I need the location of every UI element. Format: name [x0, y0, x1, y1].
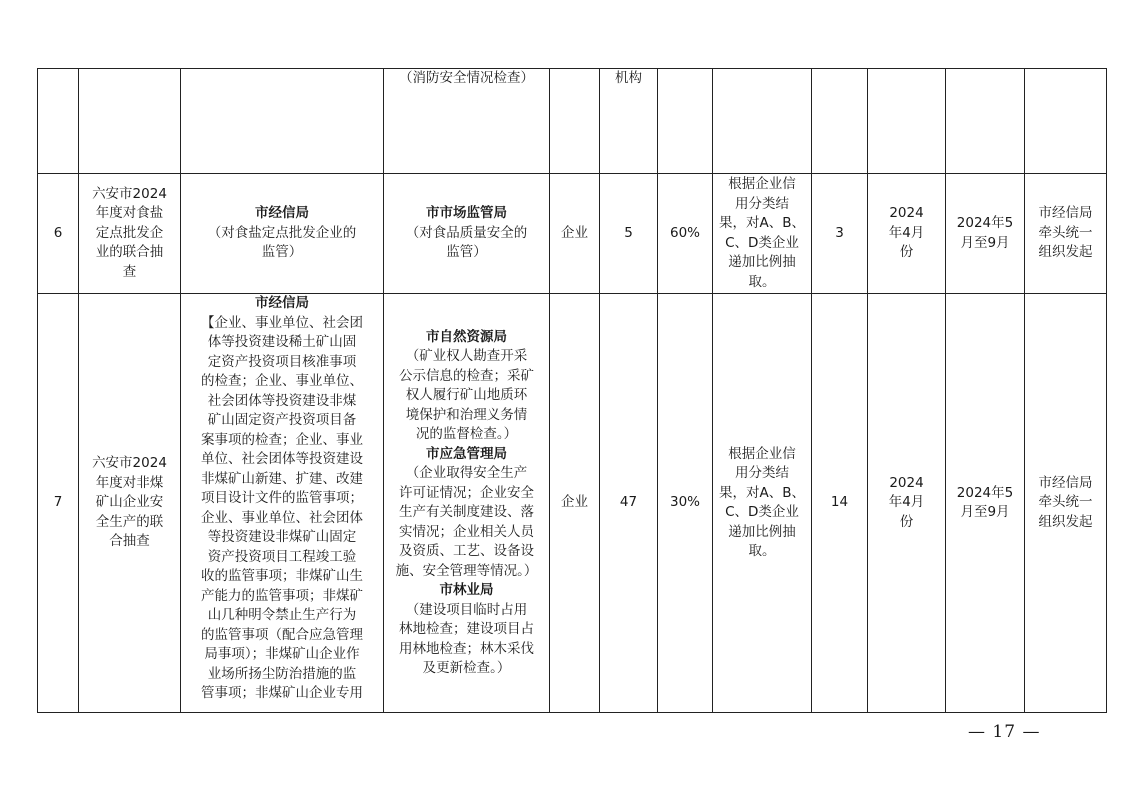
lead-dept-duties: （对食盐定点批发企业的 监管）: [207, 224, 357, 261]
cell-method: [713, 69, 812, 174]
cell-ratio: [658, 174, 713, 294]
cell-batches: [812, 294, 868, 713]
cell-organizer: [1025, 69, 1107, 174]
cell-period: [946, 174, 1025, 294]
coop-dept-name: 市应急管理局: [426, 445, 507, 462]
cell-index: [38, 69, 79, 174]
cell-organizer: [1025, 174, 1107, 294]
organizer: 市经信局 牵头统一 组织发起: [1038, 205, 1093, 261]
coop-dept-duties: （建设项目临时占用 林地检查；建设项目占 用林地检查；林木采伐 及更新检查。）: [399, 601, 534, 676]
start-time: 2024 年4月 份: [888, 205, 925, 261]
organizer: 市经信局 牵头统一 组织发起: [1038, 474, 1093, 530]
coop-dept-duties: （对食品质量安全的 监管）: [405, 224, 528, 261]
row-index: 7: [53, 494, 63, 511]
page-number: — 17 —: [968, 722, 1041, 742]
table-row-7: [38, 294, 1107, 713]
cell-lead-dept: [181, 294, 384, 713]
cell-object-count: [600, 294, 658, 713]
cell-ratio: [658, 294, 713, 713]
task-name: 六安市2024 年度对食盐 定点批发企 业的联合抽 查: [92, 185, 167, 280]
row-index: 6: [53, 224, 63, 241]
cell-object-type: [550, 174, 600, 294]
coop-body: （消防安全情况检查）: [399, 70, 534, 86]
coop-dept-name: 市自然资源局: [426, 328, 507, 345]
cell-task-name: [79, 294, 181, 713]
lead-dept-name: 市经信局: [255, 295, 309, 311]
coop-dept-duties: （企业取得安全生产 许可证情况；企业安全 生产有关制度建设、落 实情况；企业相关人员 及资质、工艺、设备设 施、安全管理等情况。）: [395, 465, 538, 579]
cell-method: [713, 294, 812, 713]
cell-batches: [812, 69, 868, 174]
inspection-plan-table: [37, 68, 1107, 713]
lead-dept-name: 市经信局: [255, 205, 309, 222]
sample-ratio: 30%: [669, 494, 700, 511]
batch-count: 14: [830, 494, 849, 511]
cell-lead-dept: [181, 69, 384, 174]
cell-start-time: [868, 69, 946, 174]
cell-period: [946, 294, 1025, 713]
table-row-continued: [38, 69, 1107, 174]
coop-dept-name: 市林业局: [439, 582, 494, 598]
cell-task-name: [79, 69, 181, 174]
cell-start-time: [868, 294, 946, 713]
cell-period: [946, 69, 1025, 174]
cell-organizer: [1025, 294, 1107, 713]
cell-coop-dept: [384, 174, 550, 294]
object-type: 企业: [561, 494, 588, 511]
lead-dept-duties: 【企业、事业单位、社会团 体等投资建设稀土矿山固 定资产投资项目核准事项 的检查；企业、事业单位、 社会团体等投资建设非煤 矿山固定资产投资项目备 案事项的检查；企业、事业 单位、社会团体等投资建设 非煤矿山新建、扩建、改建 项目设计文件的监管事项； 企业、事业单位、社会团体 等投资建设非煤矿山固定 资产投资项目工程竣工验 收的监管事项；非煤矿山生 产能力的监管事项；非煤矿 山几种明令禁止生产行为 的监管事项（配合应急管理 局事项）；非煤矿山企业作 业场所扬尘防治措施的监 管事项；非煤矿山企业专用: [201, 314, 363, 701]
cell-start-time: [868, 174, 946, 294]
coop-dept-name: 市市场监管局: [426, 205, 507, 222]
cell-coop-dept: [384, 69, 550, 174]
cell-coop-dept: [384, 294, 550, 713]
object-scope: 机构: [615, 70, 642, 86]
period: 2024年5 月至9月: [956, 215, 1014, 251]
object-count: 5: [624, 224, 633, 241]
task-name: 六安市2024 年度对非煤 矿山企业安 全生产的联 合抽查: [92, 455, 167, 550]
period: 2024年5 月至9月: [956, 484, 1014, 520]
object-count: 47: [619, 494, 638, 511]
batch-count: 3: [835, 224, 844, 241]
cell-batches: [812, 174, 868, 294]
start-time: 2024 年4月 份: [888, 474, 925, 530]
cell-lead-dept: [181, 174, 384, 294]
cell-index: [38, 294, 79, 713]
coop-group-emergency-management: [387, 445, 546, 582]
cell-object-count: [600, 69, 658, 174]
cell-task-name: [79, 174, 181, 294]
sampling-method: 根据企业信 用分类结 果，对A、B、 C、D类企业 递加比例抽 取。: [719, 445, 805, 559]
cell-object-type: [550, 69, 600, 174]
coop-group-forestry: [387, 581, 546, 679]
cell-ratio: [658, 69, 713, 174]
cell-method: [713, 174, 812, 294]
table-row-6: [38, 174, 1107, 294]
sample-ratio: 60%: [669, 224, 700, 241]
cell-object-count: [600, 174, 658, 294]
cell-object-type: [550, 294, 600, 713]
coop-group-natural-resources: [387, 328, 546, 445]
coop-dept-duties: （矿业权人勘查开采 公示信息的检查；采矿 权人履行矿山地质环 境保护和治理义务情 况的监督检查。）: [399, 348, 534, 442]
sampling-method: 根据企业信 用分类结 果，对A、B、 C、D类企业 递加比例抽 取。: [719, 176, 805, 290]
object-type: 企业: [561, 224, 588, 241]
cell-index: [38, 174, 79, 294]
